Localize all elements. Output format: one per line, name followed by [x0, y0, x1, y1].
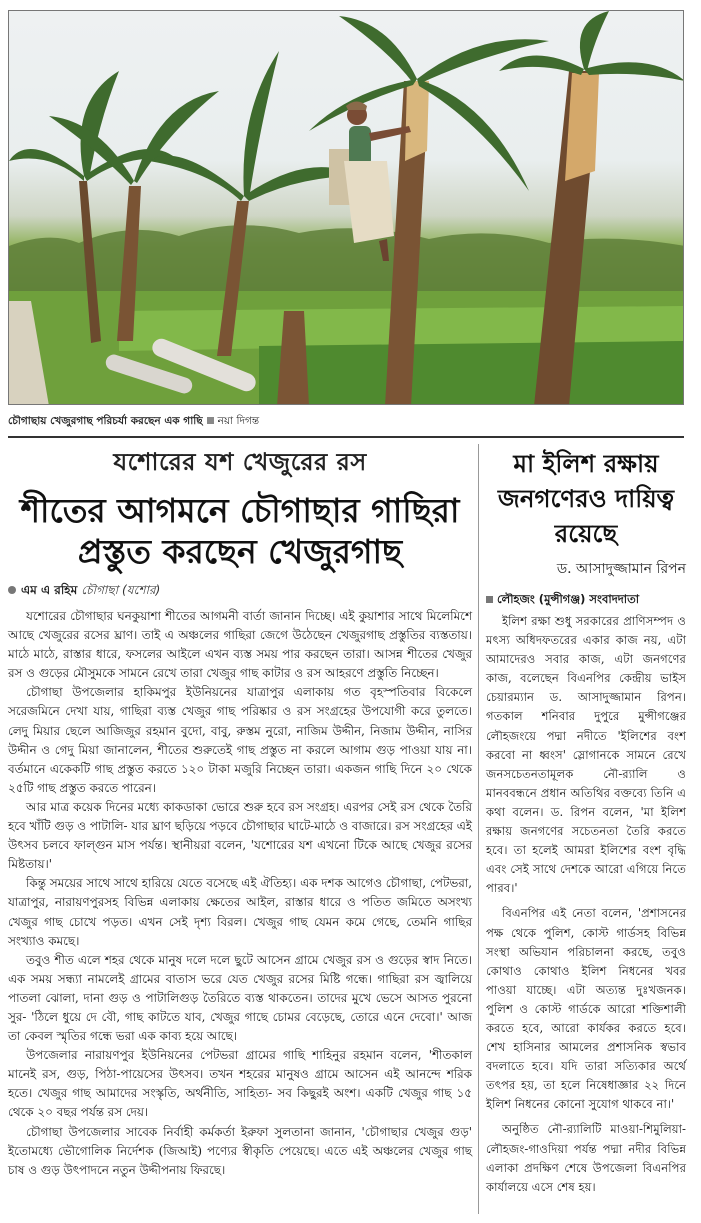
paragraph: কিন্তু সময়ের সাথে সাথে হারিয়ে যেতে বসেছে এই ঐতিহ্য। এক দশক আগেও চৌগাছা, পেটভরা, যাত্রাপুর, নারায়ণপুরসহ বিভিন্ন এলাকায় ক্ষেতের আইল, রাস্তার ধারে ও পতিত জমিতে অসংখ্য খেজুর গাছ চোখে পড়ত। এখন সেই দৃশ্য বিরল। খেজুর গাছ যেমন কমে গেছে, তেমনি গাছির সংখ্যাও কমছে।	[8, 876, 472, 948]
paragraph: ইলিশ রক্ষা শুধু সরকারের প্রাণিসম্পদ ও মৎস্য অধিদফতরের একার কাজ নয়, এটা আমাদেরও সবার কাজ, এটা জনগণের কাজ, বলেছেন বিএনপির কেন্দ্রীয় ভাইস চেয়ারম্যান ড. আসাদুজ্জামান রিপন। গতকাল শনিবার দুপুরে মুন্সীগঞ্জের লৌহজংয়ে পদ্মা নদীতে 'ইলিশের বংশ করবো না ধ্বংস' স্লোগানকে সামনে রেখে জনসচেতনতামূলক নৌ-র‍্যালি ও মানববন্ধনে প্রধান অতিথির বক্তব্যে তিনি এ কথা বলেন। ড. রিপন বলেন, 'মা ইলিশ রক্ষায় জনগণের সচেতনতা তৈরি করতে হবে। তা হলেই আমরা ইলিশের বংশ বৃদ্ধি এবং সেই সাথে দেশকে আরো এগিয়ে নিতে পারব।'	[486, 614, 686, 896]
paragraph: তবুও শীত এলে শহর থেকে মানুষ দলে দলে ছুটে আসেন গ্রামে খেজুর রস ও গুড়ের স্বাদ নিতে। এক সময় সন্ধ্যা নামলেই গ্রামের বাতাস ভরে যেত খেজুর রসের মিষ্টি গন্ধে। গাছিরা রস জ্বালিয়ে পাতলা ঝোলা, দানা গুড় ও পাটালিগুড় তৈরিতে ব্যস্ত থাকতেন। তাদের মুখে ভেসে আসত পুরনো সুর- 'ঠিলে ধুয়ে দে বৌ, গাছ কাটতে যাব, খেজুর গাছে চোমর বেড়েছে, তোরে এনে দেবো।' আজ তা কেবল স্মৃতির গন্ধে ভরা এক কাব্য হয়ে আছে।	[8, 952, 472, 1044]
paragraph: বিএনপির এই নেতা বলেন, 'প্রশাসনের পক্ষ থেকে পুলিশ, কোস্ট গার্ডসহ বিভিন্ন সংস্থা অভিযান পরিচালনা করছে, তবুও কোথাও কোথাও ইলিশ নিধনের খবর পাওয়া যাচ্ছে। এটা অত্যন্ত দুঃখজনক। পুলিশ ও কোস্ট গার্ডকে আরো শক্তিশালী করতে হবে, আরো কার্যকর করতে হবে। শেখ হাসিনার আমলের প্রশাসনিক স্বভাব বদলাতে হবে। যদি তারা সত্যিকার অর্থে তৎপর হয়, তা হলে নিষেধাজ্ঞার ২২ দিনে ইলিশ নিধনের কোনো সুযোগ থাকবে না।'	[486, 906, 686, 1112]
side-author: ড. আসাদুজ্জামান রিপন	[556, 561, 686, 577]
column-divider	[478, 444, 479, 1214]
paragraph: চৌগাছা উপজেলার সাবেক নির্বাহী কর্মকর্তা ইরুফা সুলতানা জানান, 'চৌগাছার খেজুর গুড়' ইতোমধ্যে ভৌগোলিক নির্দেশক (জিআই) পণ্যের স্বীকৃতি পেয়েছে। এতে এই অঞ্চলের খেজুর গাছ চাষ ও গুড় উৎপাদনে নতুন উদ্দীপনায় ফিরছে।	[8, 1124, 472, 1177]
separator-square-icon	[207, 417, 214, 424]
date-palm-tapper-illustration	[9, 11, 684, 405]
article-body	[8, 607, 472, 1180]
photo-credit: নয়া দিগন্ত	[217, 415, 260, 427]
paragraph: চৌগাছা উপজেলার হাকিমপুর ইউনিয়নের যাত্রাপুর এলাকায় গত বৃহস্পতিবার বিকেলে সরেজমিনে দেখা যায়, গাছিরা ব্যস্ত খেজুর গাছ পরিষ্কার ও রস সংগ্রহের উপযোগী করে তুলতে। লেদু মিয়ার ছেলে আজিজুর রহমান বুদো, বাবু, রুস্তম নুরো, নাজিম উদ্দীন, নিজাম উদ্দীন, নাসির উদ্দীন ও গেদু মিয়া জানালেন, শীতের শুরুতেই গাছ প্রস্তুত না করলে আগাম গুড় পাওয়া যায় না। বর্তমানে একেকটি গাছ প্রস্তুত করতে ১২০ টাকা মজুরি নিচ্ছেন তারা। একজন গাছি দিনে ২০ থেকে ২৫টি গাছ প্রস্তুত করতে পারেন।	[8, 685, 472, 795]
paragraph: আর মাত্র কয়েক দিনের মধ্যে কাকডাকা ভোরে শুরু হবে রস সংগ্রহ। এরপর সেই রস থেকে তৈরি হবে খাঁটি গুড় ও পাটালি- যার ঘ্রাণ ছড়িয়ে পড়বে চৌগাছার ঘাটে-মাঠে ও বাজারে। রস সংগ্রহের এই উৎসব চলবে ফাল্গুন মাস পর্যন্ত। স্থানীয়রা বলেন, 'যশোরের যশ এখনো টিকে আছে খেজুর রসের মিষ্টতায়।'	[8, 799, 472, 872]
paragraph: যশোরের চৌগাছার ঘনকুয়াশা শীতের আগমনী বার্তা জানান দিচ্ছে। এই কুয়াশার সাথে মিলেমিশে আছে খেজুরের রসের ঘ্রাণ। তাই এ অঞ্চলের গাছিরা জেগে উঠেছেন খেজুরগাছ প্রস্তুতির ব্যস্ততায়। মাঠে মাঠে, রাস্তার ধারে, ফসলের আইলে এখন ব্যস্ত সময় পার করছেন তারা। আসন্ন শীতের খেজুর রস ও গুড়ের মৌসুমকে সামনে রেখে তারা খেজুর গাছ কাটার ও রস আহরণে প্রস্তুতি নিচ্ছেন।	[8, 609, 472, 681]
article-byline	[8, 582, 472, 602]
side-article	[486, 446, 686, 1197]
dateline: চৌগাছা (যশোর)	[81, 583, 161, 597]
section-rule	[8, 436, 684, 438]
side-byline	[486, 591, 686, 610]
side-byline-text: লৌহজং (মুন্সীগঞ্জ) সংবাদদাতা	[497, 592, 640, 606]
side-headline: মা ইলিশ রক্ষায় জনগণেরও দায়িত্ব রয়েছে	[497, 449, 675, 548]
bullet-square-icon	[486, 596, 493, 603]
news-photo	[8, 10, 684, 405]
article-kicker: যশোরের যশ খেজুরের রস	[113, 447, 367, 476]
paragraph: উপজেলার নারায়ণপুর ইউনিয়নের পেটভরা গ্রামের গাছি শাহিনুর রহমান বলেন, 'শীতকাল মানেই রস, গুড়, পিঠা-পায়েসের উৎসব। তখন শহরের মানুষও গ্রামে আসেন এই আনন্দে শরিক হতে। খেজুর গাছ আমাদের সংস্কৃতি, অর্থনীতি, সাহিত্য- সব কিছুরই অংশ। একটি খেজুর গাছ ১৫ থেকে ২০ বছর পর্যন্ত রস দেয়।	[8, 1048, 472, 1120]
paragraph: অনুষ্ঠিত নৌ-র‍্যালিটি মাওয়া-শিমুলিয়া-লৌহজং-গাওদিয়া পর্যন্ত পদ্মা নদীর বিভিন্ন এলাকা প্রদক্ষিণ শেষে উপজেলা বিএনপির কার্যালয়ে এসে শেষ হয়।	[486, 1122, 686, 1194]
photo-caption	[8, 414, 684, 431]
caption-text: চৌগাছায় খেজুরগাছ পরিচর্যা করছেন এক গাছি	[8, 415, 203, 427]
main-article	[8, 444, 472, 1180]
side-body	[486, 612, 686, 1197]
author-name: এম এ রহিম	[21, 583, 78, 597]
article-headline: শীতের আগমনে চৌগাছার গাছিরা প্রস্তুত করছেন খেজুরগাছ	[20, 491, 460, 571]
bullet-icon	[8, 586, 16, 594]
